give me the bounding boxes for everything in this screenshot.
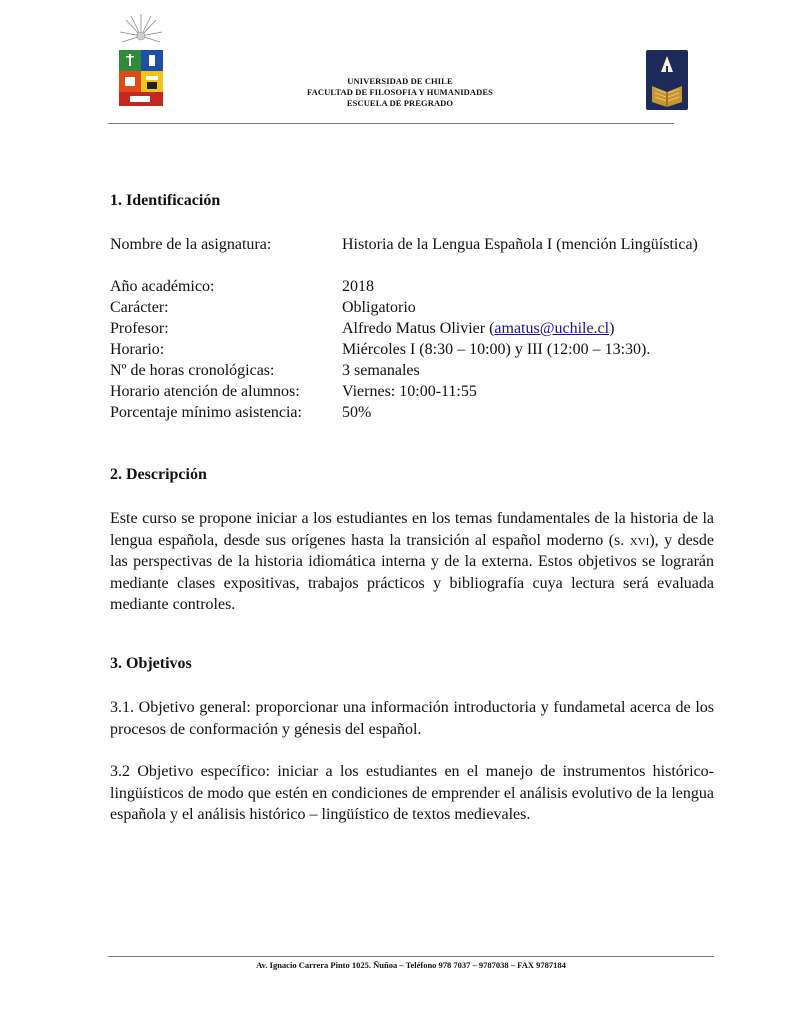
school-name: ESCUELA DE PREGRADO [346,98,454,108]
faculty-emblem-logo [646,50,688,110]
info-label: Nombre de la asignatura: [110,236,272,253]
info-value: Obligatorio [342,299,416,316]
section-1-heading: 1. Identificación [110,192,221,209]
info-value [342,318,714,339]
faculty-name: FACULTAD DE FILOSOFIA Y HUMANIDADES [307,87,493,97]
info-value: Miércoles I (8:30 – 10:00) y III (12:00 – 13:30). [342,341,651,358]
info-label: Año académico: [110,278,215,295]
info-label: Horario: [110,341,165,358]
letterhead [220,76,580,109]
footer-divider [108,956,714,957]
info-value: Historia de la Lengua Española I (mención Lingüística) [342,236,698,253]
header-divider [108,123,674,124]
general-objective-paragraph: 3.1. Objetivo general: proporcionar una información introductoria y fundametal acerca de los procesos de conformación y génesis del español. [110,699,714,738]
info-value: 2018 [342,278,374,295]
description-text: Este curso se propone iniciar a los estudiantes en los temas fundamentales de la historia de la lengua española, desde sus orígenes hasta la transición al español moderno (s. [110,510,714,549]
professor-name: Alfredo Matus Olivier ( [342,320,495,337]
info-label: Carácter: [110,299,169,316]
info-label: Nº de horas cronológicas: [110,362,275,379]
century-numeral: xvi [629,531,650,549]
description-text-cont: ), y desde las perspectivas de la historia idiomática interna y de la externa. Estos objetivos se lograrán mediante clases expositivas, trabajos prácticos y bibliografía cuya lectura será evaluada mediante controles. [110,531,715,613]
info-label: Horario atención de alumnos: [110,383,300,400]
description-paragraph [110,508,714,616]
professor-suffix: ) [609,320,615,337]
footer-address: Av. Ignacio Carrera Pinto 1025. Ñuñoa – Teléfono 978 7037 – 9787038 – FAX 9787184 [256,960,566,970]
section-2-heading: 2. Descripción [110,466,207,483]
professor-email-link[interactable]: amatus@uchile.cl [494,320,610,337]
specific-objective-paragraph: 3.2 Objetivo específico: iniciar a los estudiantes en el manejo de instrumentos histórico-lingüísticos de modo que estén en condiciones de emprender el análisis evolutivo de la lengua española y el análisis histórico – lingüístico de textos medievales. [110,763,714,823]
university-name: UNIVERSIDAD DE CHILE [347,76,453,86]
info-value: Viernes: 10:00-11:55 [342,383,477,400]
info-row [110,234,714,276]
info-value: 3 semanales [342,362,420,379]
info-label: Profesor: [110,320,169,337]
section-3-heading: 3. Objetivos [110,655,192,672]
university-crest-logo [116,14,166,109]
info-label: Porcentaje mínimo asistencia: [110,404,302,421]
info-value: 50% [342,404,372,421]
